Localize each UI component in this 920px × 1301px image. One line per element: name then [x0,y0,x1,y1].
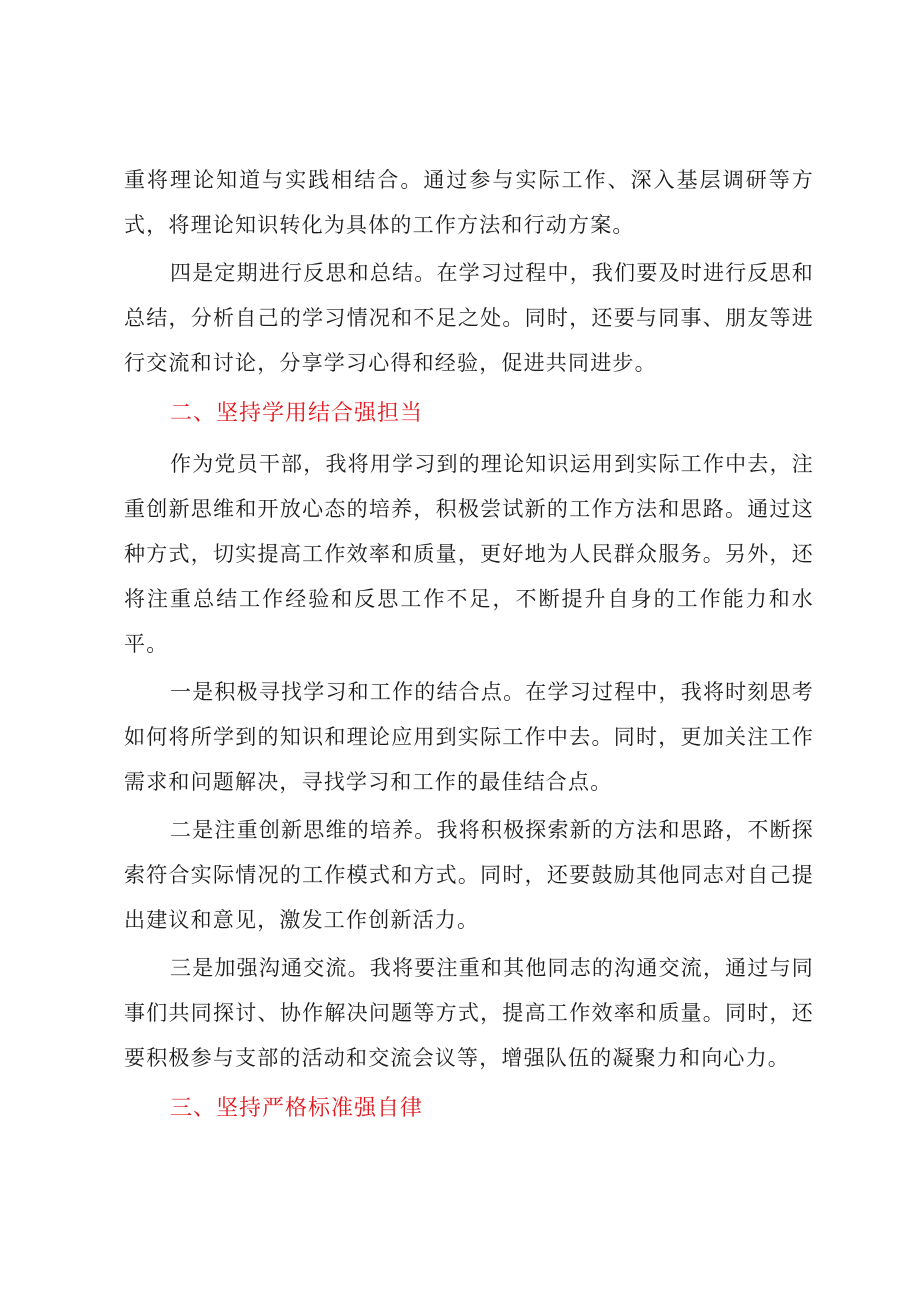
paragraph-point-1: 一是积极寻找学习和工作的结合点。在学习过程中，我将时刻思考如何将所学到的知识和理论应用到实际工作中去。同时，更加关注工作需求和问题解决，寻找学习和工作的最佳结合点。 [124,680,814,794]
paragraph-reflection: 四是定期进行反思和总结。在学习过程中，我们要及时进行反思和总结，分析自己的学习情况和不足之处。同时，还要与同事、朋友等进行交流和讨论，分享学习心得和经验，促进共同进步。 [124,261,814,375]
paragraph-point-3: 三是加强沟通交流。我将要注重和其他同志的沟通交流，通过与同事们共同探讨、协作解决问题等方式，提高工作效率和质量。同时，还要积极参与支部的活动和交流会议等，增强队伍的凝聚力和向心力。 [124,956,814,1070]
paragraph-intro-section-2: 作为党员干部，我将用学习到的理论知识运用到实际工作中去，注重创新思维和开放心态的培养，积极尝试新的工作方法和思路。通过这种方式，切实提高工作效率和质量，更好地为人民群众服务。另外，还将注重总结工作经验和反思工作不足，不断提升自身的工作能力和水平。 [124,452,814,656]
paragraph-point-2: 二是注重创新思维的培养。我将积极探索新的方法和思路，不断探索符合实际情况的工作模式和方式。同时，还要鼓励其他同志对自己提出建议和意见，激发工作创新活力。 [124,818,814,932]
document-body [124,158,814,1137]
section-heading-2: 二、坚持学用结合强担当 [170,401,424,426]
section-heading-3: 三、坚持严格标准强自律 [170,1096,424,1121]
paragraph-continuation: 重将理论知道与实践相结合。通过参与实际工作、深入基层调研等方式，将理论知识转化为具体的工作方法和行动方案。 [124,168,814,237]
